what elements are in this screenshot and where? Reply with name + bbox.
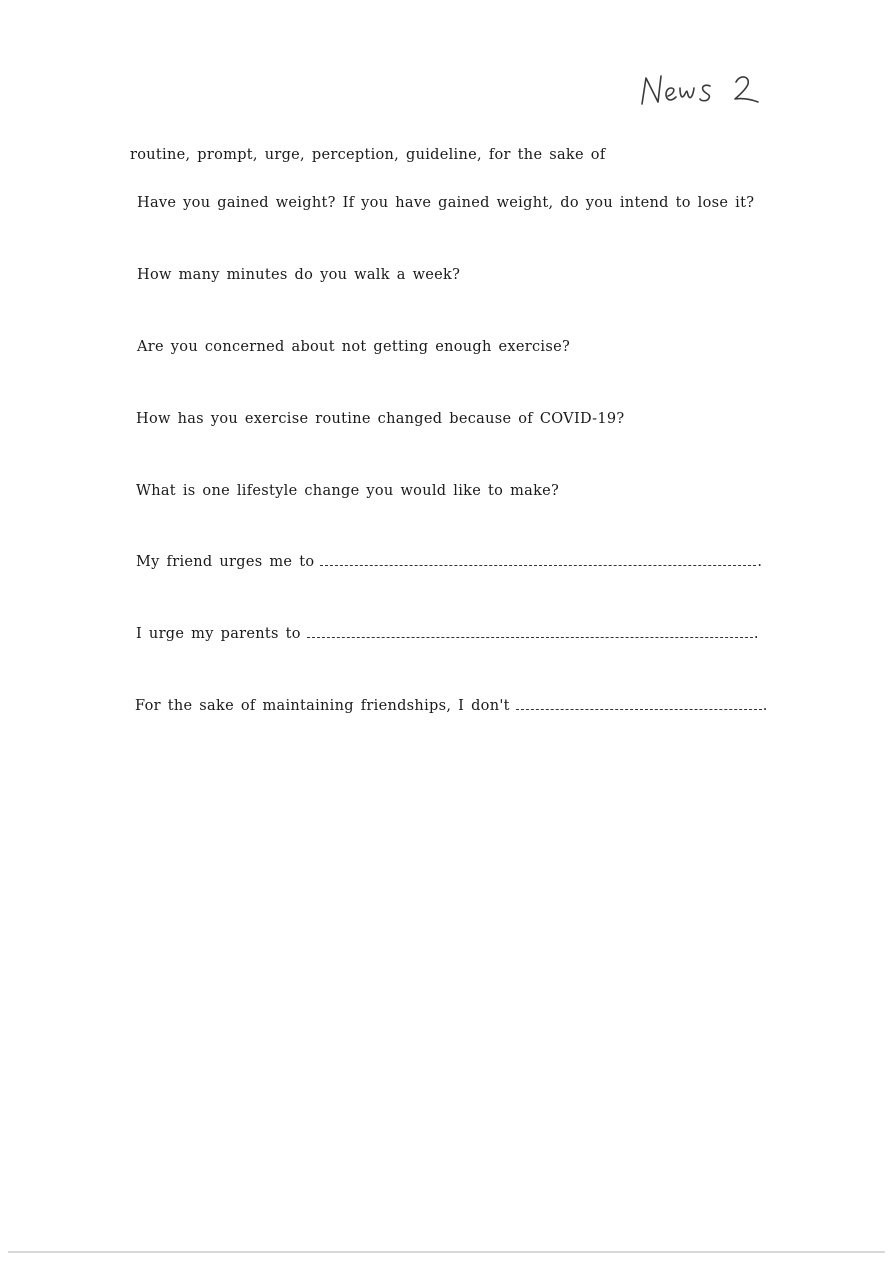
- fill-in-1-prompt: My friend urges me to: [136, 554, 315, 570]
- handwritten-title-drawing: [638, 66, 778, 116]
- fill-in-2-prompt: I urge my parents to: [136, 626, 301, 642]
- fill-in-2: [136, 626, 759, 642]
- fill-in-3-end: .: [762, 698, 768, 714]
- fill-in-1-end: .: [757, 554, 763, 570]
- fill-in-2-blank[interactable]: [307, 627, 753, 638]
- question-5: What is one lifestyle change you would like to make?: [136, 483, 560, 499]
- fill-in-1: [136, 554, 762, 570]
- fill-in-3-prompt: For the sake of maintaining friendships, I don't: [135, 698, 510, 714]
- vocabulary-list: routine, prompt, urge, perception, guideline, for the sake of: [130, 147, 606, 163]
- fill-in-1-blank[interactable]: [320, 555, 756, 566]
- question-2: How many minutes do you walk a week?: [137, 267, 461, 283]
- fill-in-3: [135, 698, 768, 714]
- question-4: How has you exercise routine changed because of COVID-19?: [136, 411, 625, 427]
- fill-in-2-end: .: [753, 626, 759, 642]
- question-1: Have you gained weight? If you have gained weight, do you intend to lose it?: [137, 195, 755, 211]
- fill-in-3-blank[interactable]: [516, 699, 762, 710]
- handwritten-title: [638, 66, 778, 116]
- scan-edge-divider: [8, 1251, 885, 1253]
- question-3: Are you concerned about not getting enough exercise?: [137, 339, 571, 355]
